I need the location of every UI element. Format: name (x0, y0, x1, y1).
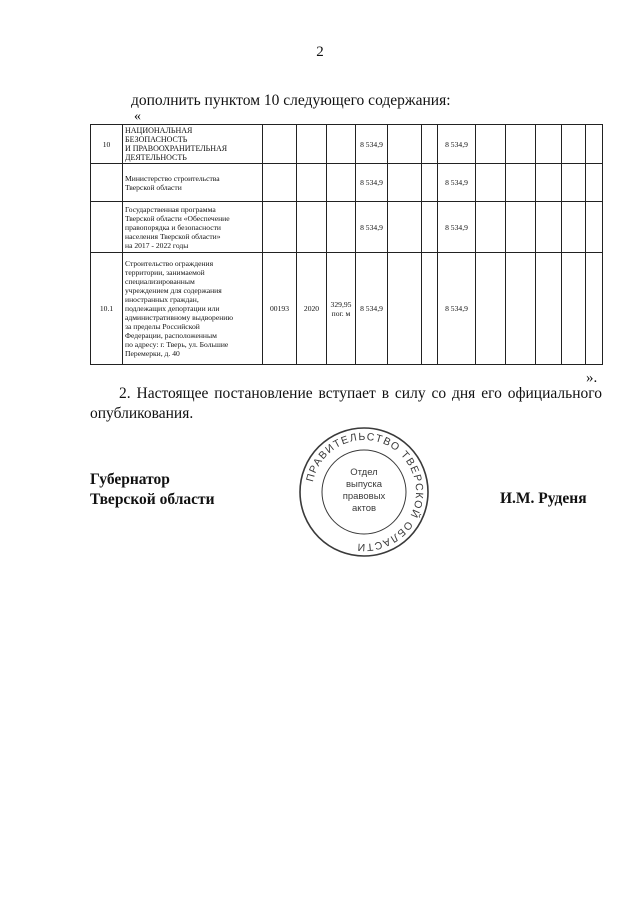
code-cell (263, 164, 297, 202)
row-name-line: ДЕЯТЕЛЬНОСТЬ (125, 153, 187, 162)
row-name-line: Федерации, расположенным (125, 331, 217, 340)
table-row (91, 125, 603, 164)
row-name-line: населения Тверской области» (125, 231, 221, 241)
empty-cell (506, 125, 536, 164)
row-name-line: НАЦИОНАЛЬНАЯ (125, 126, 193, 135)
amount-cell: 8 534,9 (438, 164, 476, 202)
stamp-center-line: актов (351, 503, 377, 514)
table-row (91, 164, 603, 202)
code-cell (263, 202, 297, 253)
year-cell (297, 125, 327, 164)
row-name-line: на 2017 - 2022 годы (125, 240, 189, 250)
open-quote: « (134, 109, 141, 124)
empty-cell (388, 164, 422, 202)
year-cell (297, 164, 327, 202)
year-cell: 2020 (297, 253, 327, 365)
measure-cell: 329,95 пог. м (327, 253, 356, 365)
signature-title-line1: Губернатор (90, 471, 170, 488)
row-name-line: БЕЗОПАСНОСТЬ (125, 135, 188, 144)
budget-table (90, 124, 603, 365)
row-name-line: Тверской области «Обеспечение (125, 213, 230, 223)
row-name-line: административному выдворению (125, 313, 234, 322)
row-name-line: учреждением для содержания (125, 286, 222, 295)
paragraph-2: 2. Настоящее постановление вступает в силу со дня его официального опубликования. (90, 385, 602, 422)
stamp-center-line: правовых (342, 491, 386, 502)
empty-cell (562, 164, 586, 202)
page-number: 2 (316, 44, 324, 60)
table-row (91, 202, 603, 253)
measure-cell (327, 125, 356, 164)
empty-cell (536, 164, 562, 202)
amount-cell: 8 534,9 (356, 125, 388, 164)
empty-cell (586, 125, 603, 164)
row-name-cell (123, 164, 263, 202)
row-name-line: иностранных граждан, (125, 295, 199, 304)
empty-cell (476, 253, 506, 365)
empty-cell (506, 202, 536, 253)
row-name-line: правопорядка и безопасности (125, 222, 221, 232)
empty-cell (536, 253, 562, 365)
empty-cell (586, 164, 603, 202)
year-cell (297, 202, 327, 253)
row-number-cell (91, 202, 123, 253)
empty-cell (562, 202, 586, 253)
stamp-center-line: выпуска (345, 479, 383, 490)
stamp-ring-textpath: ПРАВИТЕЛЬСТВО ТВЕРСКОЙ ОБЛАСТИ (304, 430, 426, 554)
empty-cell (586, 202, 603, 253)
intro-text: дополнить пунктом 10 следующего содержания: (131, 92, 451, 109)
row-name-line: специализированным (125, 277, 195, 286)
row-name-line: Строительство ограждения (125, 259, 214, 268)
empty-cell (422, 125, 438, 164)
row-name-line: Тверской области (125, 182, 182, 192)
amount-cell: 8 534,9 (438, 125, 476, 164)
empty-cell (536, 125, 562, 164)
empty-cell (562, 253, 586, 365)
empty-cell (506, 253, 536, 365)
row-number-cell (91, 164, 123, 202)
empty-cell (476, 125, 506, 164)
amount-cell: 8 534,9 (356, 253, 388, 365)
row-name-line: по адресу: г. Тверь, ул. Большие (125, 340, 229, 349)
empty-cell (562, 125, 586, 164)
row-name-line: Министерство строительства (125, 173, 220, 183)
row-name-line: Государственная программа (125, 204, 216, 214)
signature-title-line2: Тверской области (90, 491, 215, 508)
amount-cell: 8 534,9 (356, 164, 388, 202)
empty-cell (536, 202, 562, 253)
row-name-line: И ПРАВООХРАНИТЕЛЬНАЯ (125, 144, 228, 153)
empty-cell (388, 125, 422, 164)
row-name-line: за пределы Российской (125, 322, 200, 331)
stamp-center-line: Отдел (350, 467, 378, 478)
empty-cell (422, 202, 438, 253)
empty-cell (586, 253, 603, 365)
signature-title (90, 470, 215, 510)
stamp-center-text (343, 467, 386, 514)
empty-cell (422, 164, 438, 202)
row-number-cell: 10 (91, 125, 123, 164)
code-cell: 00193 (263, 253, 297, 365)
empty-cell (388, 202, 422, 253)
empty-cell (422, 253, 438, 365)
row-name-line: территории, занимаемой (125, 268, 205, 277)
code-cell (263, 125, 297, 164)
row-name-cell (123, 202, 263, 253)
row-name-line: Перемерки, д. 40 (125, 349, 180, 358)
measure-cell (327, 164, 356, 202)
signature-name: И.М. Руденя (500, 490, 587, 507)
amount-cell: 8 534,9 (438, 202, 476, 253)
empty-cell (506, 164, 536, 202)
row-name-cell (123, 125, 263, 164)
empty-cell (476, 202, 506, 253)
close-quote: ». (586, 370, 598, 386)
measure-cell (327, 202, 356, 253)
empty-cell (388, 253, 422, 365)
empty-cell (476, 164, 506, 202)
amount-cell: 8 534,9 (438, 253, 476, 365)
row-number-cell: 10.1 (91, 253, 123, 365)
official-stamp (297, 425, 431, 559)
amount-cell: 8 534,9 (356, 202, 388, 253)
table-row (91, 253, 603, 365)
row-name-line: подлежащих депортации или (125, 304, 220, 313)
row-name-cell (123, 253, 263, 365)
